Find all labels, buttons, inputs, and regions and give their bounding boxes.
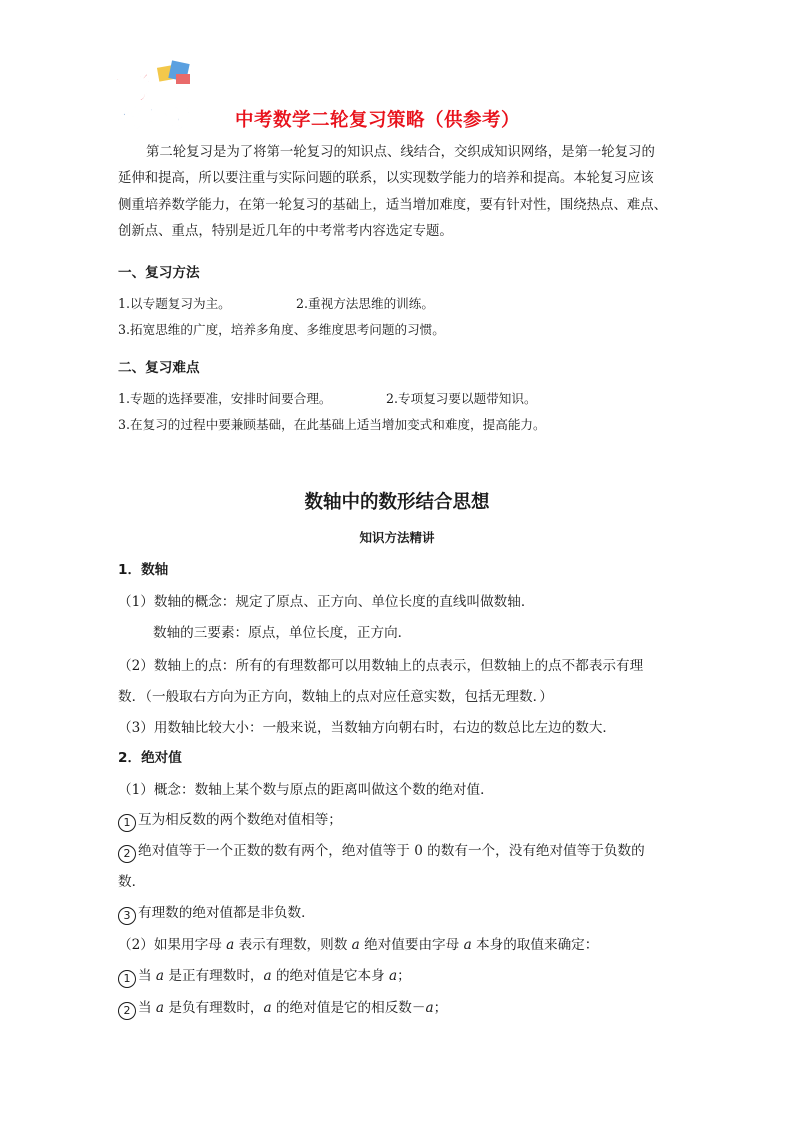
part-2-p1: （1）概念：数轴上某个数与原点的距离叫做这个数的绝对值． bbox=[118, 782, 494, 798]
topic-title: 数轴中的数形结合思想 bbox=[304, 492, 490, 513]
r2-text-4: ； bbox=[433, 1000, 448, 1016]
difficulty-item-1: 1.专题的选择要准，安排时间要合理。 bbox=[118, 391, 332, 406]
method-item-1: 1.以专题复习为主。 bbox=[118, 296, 231, 311]
var-a: a bbox=[351, 937, 360, 953]
circle-number-2: 2 bbox=[118, 845, 136, 863]
var-a: a bbox=[463, 937, 472, 953]
part-2-c2b: 数． bbox=[118, 874, 146, 890]
method-item-2: 2.重视方法思维的训练。 bbox=[296, 296, 434, 311]
logo-text-bottom: 倒计时 bbox=[118, 106, 187, 132]
r2-text-2: 是负有理数时， bbox=[164, 1000, 264, 1016]
p2-text-3: 绝对值要由字母 bbox=[359, 937, 464, 953]
var-a: a bbox=[226, 937, 235, 953]
r1-text-4: ； bbox=[397, 968, 411, 984]
part-2-title: 绝对值 bbox=[141, 750, 182, 766]
p2-text-2: 表示有理数，则数 bbox=[234, 937, 352, 953]
var-a: a bbox=[389, 968, 398, 984]
circle-number-3: 3 bbox=[118, 907, 136, 925]
method-item-3: 3.拓宽思维的广度，培养多角度、多维度思考问题的习惯。 bbox=[118, 322, 445, 337]
intro-line-1: 第二轮复习是为了将第一轮复习的知识点、线结合，交织成知识网络，是第一轮复习的 bbox=[146, 145, 655, 160]
intro-line-4: 创新点、重点，特别是近几年的中考常考内容选定专题。 bbox=[118, 224, 453, 239]
part-2-c1-text: 互为相反数的两个数绝对值相等； bbox=[138, 812, 342, 828]
r2-text-1: 当 bbox=[138, 1000, 156, 1016]
part-2-number: 2． bbox=[118, 750, 142, 766]
part-2-c3-text: 有理数的绝对值都是非负数． bbox=[138, 905, 315, 921]
part-2-c1 bbox=[118, 808, 342, 832]
logo bbox=[90, 60, 210, 132]
part-2-c3 bbox=[118, 901, 315, 925]
var-a: a bbox=[425, 1000, 434, 1016]
part-1-heading bbox=[118, 558, 168, 578]
circle-number-1: 1 bbox=[118, 814, 136, 832]
r1-text-3: 的绝对值是它本身 bbox=[271, 968, 390, 984]
part-2-heading bbox=[118, 746, 182, 766]
part-2-c2-text: 绝对值等于一个正数的数有两个，绝对值等于 0 的数有一个，没有绝对值等于负数的 bbox=[138, 843, 645, 859]
intro-line-3: 侧重培养数学能力，在第一轮复习的基础上，适当增加难度，要有针对性，围绕热点、难点、 bbox=[118, 198, 668, 213]
part-1-p1: （1）数轴的概念：规定了原点、正方向、单位长度的直线叫做数轴． bbox=[118, 594, 535, 610]
part-1-p2b: 数．（一般取右方向为正方向，数轴上的点对应任意实数，包括无理数．） bbox=[118, 689, 553, 705]
section-heading-methods: 一、复习方法 bbox=[118, 265, 200, 281]
part-2-r2 bbox=[118, 996, 447, 1020]
part-2-p2 bbox=[118, 933, 598, 953]
circle-number-2: 2 bbox=[118, 1002, 136, 1020]
var-a: a bbox=[155, 1000, 165, 1016]
topic-subtitle: 知识方法精讲 bbox=[359, 530, 435, 545]
document-title: 中考数学二轮复习策略（供参考） bbox=[235, 110, 521, 131]
r1-text-2: 是正有理数时， bbox=[164, 968, 264, 984]
part-1-number: 1． bbox=[118, 562, 142, 578]
part-1-p2a: （2）数轴上的点：所有的有理数都可以用数轴上的点表示，但数轴上的点不都表示有理 bbox=[118, 658, 644, 674]
var-a: a bbox=[263, 1000, 272, 1016]
section-heading-difficulties: 二、复习难点 bbox=[118, 360, 200, 376]
part-2-c2 bbox=[118, 839, 645, 863]
intro-line-2: 延伸和提高，所以要注重与实际问题的联系，以实现数学能力的培养和提高。本轮复习应该 bbox=[118, 171, 654, 186]
circle-number-1: 1 bbox=[118, 970, 136, 988]
part-1-title: 数轴 bbox=[141, 562, 169, 578]
part-1-p1b: 数轴的三要素：原点，单位长度，正方向． bbox=[153, 625, 412, 641]
difficulty-item-3: 3.在复习的过程中要兼顾基础，在此基础上适当增加变式和难度，提高能力。 bbox=[118, 417, 546, 432]
logo-text-top: 中考 bbox=[92, 71, 152, 106]
part-1-p3: （3）用数轴比较大小：一般来说，当数轴方向朝右时，右边的数总比左边的数大． bbox=[118, 720, 617, 736]
part-2-r1 bbox=[118, 964, 411, 988]
r1-text-1: 当 bbox=[138, 968, 156, 984]
p2-text-1: （2）如果用字母 bbox=[118, 937, 227, 953]
var-a: a bbox=[263, 968, 272, 984]
difficulty-item-2: 2.专项复习要以题带知识。 bbox=[386, 391, 537, 406]
var-a: a bbox=[155, 968, 165, 984]
r2-text-3: 的绝对值是它的相反数－ bbox=[271, 1000, 426, 1016]
p2-text-4: 本身的取值来确定： bbox=[471, 937, 599, 953]
